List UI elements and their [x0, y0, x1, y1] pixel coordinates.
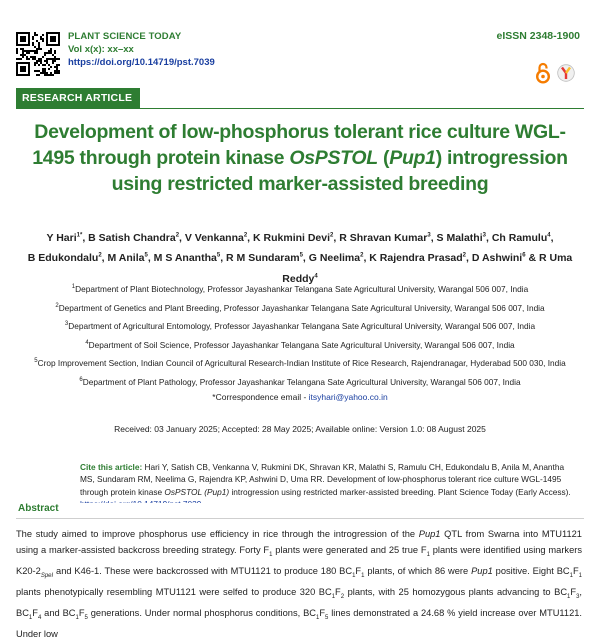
affiliation-item: $^3$Department of Agricultural Entomology, Professor Jayashankar Telangana Sate Agricultural University, Warangal 506 007, India: [64, 320, 536, 331]
publication-dates: Received: 03 January 2025; Accepted: 28 May 2025; Available online: Version 1.0: 08 August 2025: [114, 424, 486, 434]
citation-block: Cite this article: Hari Y, Satish CB, Venkanna V, Rukmini DK, Shravan KR, Malathi S, Ramulu CH, Edukondalu B, Anila M, Anantha MS, Sundaram RM, Neelima G, Rajendra KP, Ashwini D, Uma RR. Development of low-phosphorus tolerant rice culture WGL-1495 through protein kinase OsPSTOL (Pup1) introgression using restricted marker-assisted breeding. Plant Science Today (Early Access).: [80, 461, 576, 510]
affiliation-item: $^2$Department of Genetics and Plant Breeding, Professor Jayashankar Telangana Sate Agricultural University, Warangal 506 007, India: [55, 302, 545, 313]
author-name: K Rukmini Devi$^2$,: [253, 231, 340, 244]
affiliation-item: $^5$Crop Improvement Section, Indian Council of Agricultural Research-Indian Institute of Rice Research, Rajendranagar, Hyderabad 500 030, India: [34, 358, 566, 369]
journal-info: [68, 30, 215, 69]
journal-name: PLANT SCIENCE TODAY: [68, 31, 182, 42]
header-divider: [16, 108, 584, 109]
author-name: Ch Ramulu$^4$,: [491, 231, 554, 244]
author-name: S Malathi$^3$,: [436, 231, 492, 244]
author-name: V Venkanna$^2$,: [184, 231, 254, 244]
abstract-text: The study aimed to improve phosphorus use efficiency in rice through the introgression of the Pup1 QTL from Swarna into MTU1121 using a marker-assisted backcross breeding strategy. Forty $F_1$ plants were generated and 25 true $F_1$ plants were identified using markers $K20-2_{SpeI}$ and K46-1. These were backcrossed with MTU1121 to produce 180 $BC_1F_1$ plants, of which 86 were Pup1 positive. Eight $BC_1F_1$ plants phenotypically resembling MTU1121 were selfed to produce 320 $BC_1F_2$ plants, with 25 homozygous plants advancing to $BC_1F_3$, $BC_1F_4$ and $BC_1F_5$ generations. Under normal phosphorus conditions, $BC_1F_5$ lines demonstrated a 24.68 % yield increase over MTU1121. Under low: [16, 529, 582, 640]
author-name: K Rajendra Prasad$^2$,: [369, 252, 472, 264]
author-name: R M Sundaram$^5$,: [226, 252, 309, 264]
citation-label: Cite this article:: [80, 462, 143, 472]
journal-volume: Vol x(x): xx–xx: [68, 44, 134, 55]
correspondence-label: *Correspondence email -: [212, 392, 309, 402]
affiliation-item: $^6$Department of Plant Pathology, Professor Jayashankar Telangana Sate Agricultural University, Warangal 506 007, India: [79, 376, 521, 387]
author-name: R Shravan Kumar$^3$,: [339, 231, 437, 244]
qr-code-icon: [16, 32, 60, 76]
author-name: R Uma Reddy$^4$: [282, 252, 573, 285]
affiliation-list: [20, 279, 580, 390]
article-type-badge: RESEARCH ARTICLE: [16, 88, 140, 108]
open-access-lock-icon[interactable]: [536, 62, 550, 84]
journal-doi-link[interactable]: https://doi.org/10.14719/pst.7039: [68, 57, 215, 68]
crossmark-icon[interactable]: [557, 64, 575, 82]
article-title: Development of low-phosphorus tolerant rice culture WGL-1495 through protein kinase OsPSTOL (Pup1) introgression using restricted marker-assisted breeding: [32, 121, 568, 195]
correspondence: [20, 392, 580, 402]
author-name: B Edukondalu$^2$,: [27, 252, 108, 264]
correspondence-email-link[interactable]: itsyhari@yahoo.co.in: [308, 392, 388, 402]
author-name: Y Hari$^{1*}$,: [46, 231, 89, 244]
author-name: G Neelima$^2$,: [308, 252, 370, 264]
affiliation-item: $^4$Department of Soil Science, Professor Jayashankar Telangana Sate Agricultural University, Warangal 506 007, India: [85, 339, 515, 350]
author-name: M S Anantha$^5$,: [153, 252, 227, 264]
eissn: eISSN 2348-1900: [496, 30, 580, 42]
author-name: M Anila$^5$,: [107, 252, 154, 264]
author-name: B Satish Chandra$^2$,: [88, 231, 185, 244]
author-name: D Ashwini$^6$ &: [471, 252, 539, 264]
affiliation-item: $^1$Department of Plant Biotechnology, Professor Jayashankar Telangana Sate Agricultural University, Warangal 506 007, India: [71, 283, 529, 294]
abstract-heading: Abstract: [16, 503, 584, 519]
